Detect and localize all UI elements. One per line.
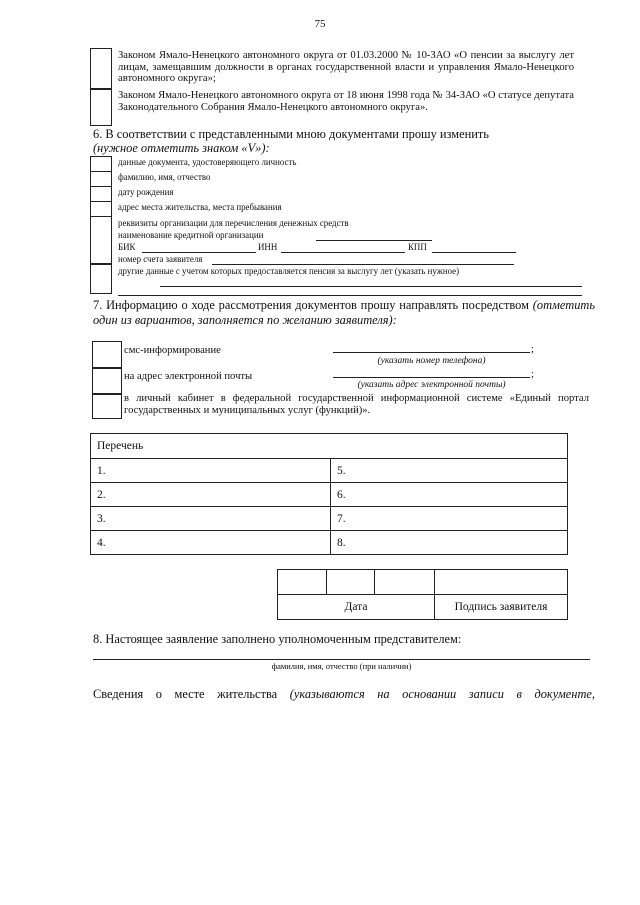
bank-details-title: реквизиты организации для перечисления денежных средств [118, 218, 349, 228]
residence-text: Сведения о месте жительства [93, 687, 278, 701]
bik-label: БИК [118, 242, 136, 252]
checkbox-sms[interactable] [92, 341, 122, 368]
list-cell[interactable]: 1. [91, 459, 331, 483]
list-cell[interactable]: 6. [331, 483, 568, 507]
checkbox-full-name[interactable] [90, 171, 112, 187]
checkbox-birth-date[interactable] [90, 186, 112, 202]
inn-label: ИНН [258, 242, 278, 252]
table-row [91, 434, 568, 459]
date-day-cell[interactable] [278, 570, 327, 595]
email-field[interactable] [333, 377, 530, 378]
option-sms: смс-информирование [124, 345, 221, 356]
option-email: на адрес электронной почты [124, 371, 253, 382]
list-cell[interactable]: 8. [331, 531, 568, 555]
date-month-cell[interactable] [327, 570, 375, 595]
documents-list-table [90, 433, 568, 555]
table-row [278, 570, 568, 595]
checkbox-law-34-zao[interactable] [90, 89, 112, 126]
account-field[interactable] [212, 264, 514, 265]
table-row [91, 531, 568, 555]
law-34-zao-text: Законом Ямало-Ненецкого автономного округа от 18 июня 1998 года № 34-ЗАО «О статусе депутата Законодательного Собрания Ямало-Ненецкого автономного округа». [118, 90, 574, 113]
checkbox-identity-document[interactable] [90, 156, 112, 172]
bank-name-label: наименование кредитной организации [118, 230, 264, 240]
date-label: Дата [278, 595, 435, 620]
option-other-data: другие данные с учетом которых предоставляется пенсия за выслугу лет (указать нужное) [118, 266, 460, 276]
table-row [91, 483, 568, 507]
table-row [91, 507, 568, 531]
signature-cell[interactable] [435, 570, 568, 595]
checkbox-bank-details[interactable] [90, 216, 112, 264]
representative-name-caption: фамилия, имя, отчество (при наличии) [271, 661, 412, 671]
email-hint: (указать адрес электронной почты) [357, 380, 506, 390]
phone-field[interactable] [333, 352, 530, 353]
phone-hint: (указать номер телефона) [377, 356, 486, 366]
kpp-field[interactable] [432, 252, 516, 253]
checkbox-gosuslugi[interactable] [92, 394, 122, 419]
date-signature-table [277, 569, 568, 620]
list-header: Перечень [91, 434, 568, 459]
inn-field[interactable] [281, 252, 405, 253]
checkbox-email[interactable] [92, 368, 122, 394]
option-identity-document: данные документа, удостоверяющего личность [118, 157, 297, 167]
representative-name-field[interactable] [93, 659, 590, 660]
section6-heading: 6. В соответствии с представленными мною документами прошу изменить [93, 127, 489, 141]
option-gosuslugi: в личный кабинет в федеральной государственной информационной системе «Единый портал государственных и муниципальных услуг (функций)». [124, 393, 589, 416]
signature-label: Подпись заявителя [435, 595, 568, 620]
checkbox-law-10-zao[interactable] [90, 48, 112, 89]
table-row [91, 459, 568, 483]
residence-line [93, 687, 595, 702]
section7-heading [93, 298, 595, 328]
kpp-label: КПП [408, 242, 427, 252]
date-year-cell[interactable] [375, 570, 435, 595]
law-10-zao-text: Законом Ямало-Ненецкого автономного округа от 01.03.2000 № 10-ЗАО «О пенсии за выслугу лет лицам, замещавшим должности в органах государственной власти и управления Ямало-Ненецкого автономного округа»; [118, 50, 574, 85]
account-label: номер счета заявителя [118, 254, 203, 264]
list-cell[interactable]: 3. [91, 507, 331, 531]
page-number: 75 [314, 18, 326, 30]
checkbox-address[interactable] [90, 201, 112, 217]
table-row [278, 595, 568, 620]
option-full-name: фамилию, имя, отчество [118, 172, 211, 182]
section7-heading-text: 7. Информацию о ходе рассмотрения документов прошу направлять посредством [93, 298, 529, 312]
bik-field[interactable] [142, 252, 256, 253]
list-cell[interactable]: 7. [331, 507, 568, 531]
list-cell[interactable]: 5. [331, 459, 568, 483]
email-field-end: ; [531, 369, 534, 380]
residence-note: (указываются на основании записи в документе, [289, 687, 595, 701]
section8-text: 8. Настоящее заявление заполнено уполномоченным представителем: [93, 632, 462, 646]
list-cell[interactable]: 2. [91, 483, 331, 507]
section7-note: (отметить один из вариантов, заполняется по желанию заявителя): [93, 298, 595, 327]
other-data-field-2[interactable] [118, 295, 582, 296]
bank-name-field[interactable] [316, 240, 432, 241]
checkbox-other-data[interactable] [90, 264, 112, 294]
other-data-field[interactable] [160, 286, 582, 287]
phone-field-end: ; [531, 344, 534, 355]
section6-note: (нужное отметить знаком «V»): [93, 141, 270, 155]
list-cell[interactable]: 4. [91, 531, 331, 555]
option-address: адрес места жительства, места пребывания [118, 202, 282, 212]
option-birth-date: дату рождения [118, 187, 174, 197]
